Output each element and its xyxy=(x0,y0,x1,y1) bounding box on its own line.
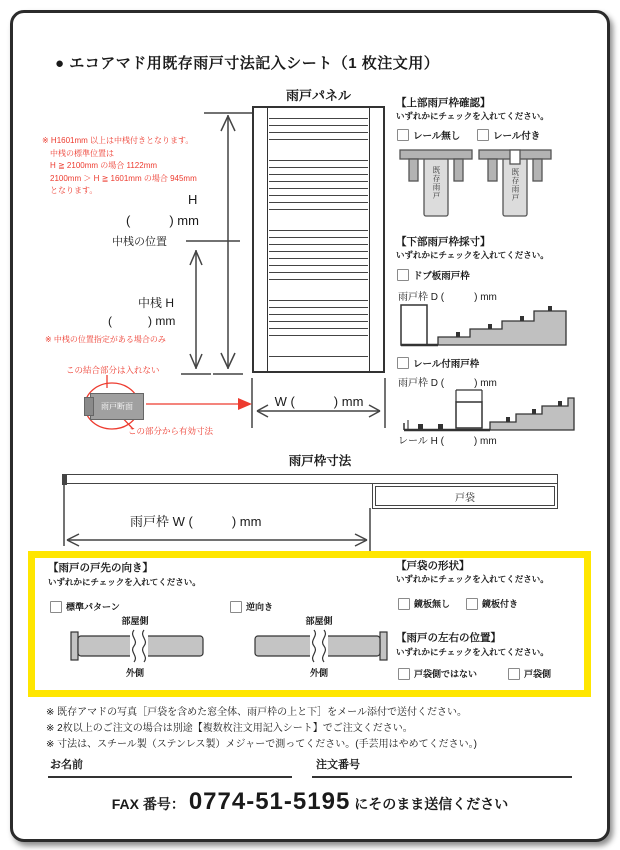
mid-rail-dimension-arrow xyxy=(181,241,240,374)
door-position-title: 【雨戸の左右の位置】 xyxy=(396,632,501,644)
slat-gap xyxy=(269,146,368,155)
checkbox-no-mirror-panel[interactable] xyxy=(398,598,410,610)
fax-number: 0774-51-5195 xyxy=(188,788,351,815)
note-line: となります。 xyxy=(50,186,98,195)
mid-rail-h-label: 中桟 H xyxy=(138,296,175,310)
door-direction-title: 【雨戸の戸先の向き】 xyxy=(48,562,153,574)
h-label: H xyxy=(188,192,198,207)
checkbox-rail-frame[interactable] xyxy=(397,357,409,369)
outside-label: 外側 xyxy=(309,668,328,678)
tobukuro-label: 戸袋 xyxy=(455,493,475,504)
rail-frame-label: レール付雨戸枠 xyxy=(413,359,480,370)
gutter-frame-label: ドブ板雨戸枠 xyxy=(413,271,470,282)
page-title: ● エコアマド用既存雨戸寸法記入シート（1 枚注文用） xyxy=(55,55,440,72)
lower-frame-instruction: いずれかにチェックを入れてください。 xyxy=(396,250,549,260)
no-rail-label: レール無し xyxy=(413,131,461,142)
mid-rail-value-blank: ( ) mm xyxy=(108,314,176,328)
note-line: ※ H1601mm 以上は中桟付きとなります。 xyxy=(42,136,194,145)
note-multiple: ※ 2枚以上のご注文の場合は別途【複数枚注文用記入シート】でご注文ください。 xyxy=(46,723,413,734)
checkbox-with-rail[interactable] xyxy=(477,129,489,141)
room-side-label: 部屋側 xyxy=(305,616,333,626)
checkbox-gutter-frame[interactable] xyxy=(397,269,409,281)
tobukuro-box xyxy=(372,483,558,509)
checkbox-with-mirror-panel[interactable] xyxy=(466,598,478,610)
existing-shutter-label: 既存雨戸 xyxy=(511,168,520,202)
tobukuro-shape-instruction: いずれかにチェックを入れてください。 xyxy=(396,574,549,584)
name-label: お名前 xyxy=(50,759,83,771)
fax-suffix: にそのまま送信ください xyxy=(354,796,509,812)
mid-rail-note-block xyxy=(42,135,257,198)
joint-note: この結合部分は入れない xyxy=(66,365,160,375)
fax-instruction-row xyxy=(0,788,620,816)
rail-h-blank: レール H ( ) mm xyxy=(398,436,497,447)
no-rail-channel-diagram xyxy=(398,144,474,224)
tobukuro-side-label: 戸袋側 xyxy=(524,669,552,679)
panel-right-stile xyxy=(369,108,383,371)
standard-bar-diagram xyxy=(70,628,206,664)
panel-diagram-title: 雨戸パネル xyxy=(285,88,351,103)
checkbox-not-tobukuro-side[interactable] xyxy=(398,668,410,680)
frame-d1-blank: 雨戸枠 D ( ) mm xyxy=(398,292,497,303)
with-mirror-panel-label: 鏡板付き xyxy=(482,599,519,609)
with-rail-label: レール付き xyxy=(493,131,541,142)
lower-frame-title: 【下部雨戸枠採寸】 xyxy=(396,236,491,248)
checkbox-no-rail[interactable] xyxy=(397,129,409,141)
note-line: 2100mm ＞ H ≧ 1601mm の場合 945mm xyxy=(50,173,197,183)
cross-section-joint-tab xyxy=(84,397,94,416)
mid-rail-only-note: ※ 中桟の位置指定がある場合のみ xyxy=(45,335,166,344)
reverse-bar-diagram xyxy=(252,628,388,664)
slat-gap xyxy=(269,286,368,295)
h-value-blank: ( ) mm xyxy=(126,213,199,228)
checkbox-reverse[interactable] xyxy=(230,601,242,613)
frame-dim-title: 雨戸枠寸法 xyxy=(288,454,352,468)
order-number-label: 注文番号 xyxy=(316,759,360,771)
cross-section-box xyxy=(90,393,144,420)
outside-label: 外側 xyxy=(125,668,144,678)
note-measure: ※ 寸法は、スチール製（ステンレス製）メジャーで測ってください。(手芸用はやめてください。) xyxy=(46,739,477,750)
upper-frame-instruction: いずれかにチェックを入れてください。 xyxy=(396,111,549,121)
door-direction-instruction: いずれかにチェックを入れてください。 xyxy=(48,577,201,587)
upper-frame-title: 【上部雨戸枠確認】 xyxy=(396,97,491,109)
name-field[interactable] xyxy=(48,756,292,778)
cross-section-label: 雨戸断面 xyxy=(101,402,133,411)
door-position-instruction: いずれかにチェックを入れてください。 xyxy=(396,647,549,657)
fax-prefix: FAX 番号： xyxy=(111,796,185,812)
panel-slats xyxy=(269,118,368,361)
checkbox-standard-pattern[interactable] xyxy=(50,601,62,613)
shutter-panel-diagram xyxy=(252,106,385,373)
existing-shutter-label: 既存雨戸 xyxy=(432,166,441,200)
note-photo: ※ 既存アマドの写真［戸袋を含めた窓全体、雨戸枠の上と下］をメール添付で送付ください。 xyxy=(46,707,467,718)
rail-step-diagram xyxy=(398,386,576,436)
checkbox-tobukuro-side[interactable] xyxy=(508,668,520,680)
frame-top-bar-end xyxy=(62,474,67,485)
not-tobukuro-side-label: 戸袋側ではない xyxy=(414,669,478,679)
w-value-blank: W ( ) mm xyxy=(274,394,364,409)
frame-d2-blank: 雨戸枠 D ( ) mm xyxy=(398,378,497,389)
note-line: H ≧ 2100mm の場合 1122mm xyxy=(50,161,158,170)
note-line: 中桟の標準位置は xyxy=(50,148,114,158)
with-rail-channel-diagram xyxy=(477,144,553,224)
order-number-field[interactable] xyxy=(312,756,572,778)
standard-pattern-label: 標準パターン xyxy=(66,602,120,612)
slat-gap xyxy=(269,210,368,225)
room-side-label: 部屋側 xyxy=(121,616,149,626)
frame-w-blank: 雨戸枠 W ( ) mm xyxy=(130,514,262,529)
tobukuro-shape-title: 【戸袋の形状】 xyxy=(396,560,470,572)
gutter-step-diagram xyxy=(398,301,570,351)
effective-dimension-note: この部分から有効寸法 xyxy=(128,426,214,436)
no-mirror-panel-label: 鏡板無し xyxy=(414,599,451,609)
reverse-label: 逆向き xyxy=(246,602,274,612)
mid-rail-position-label: 中桟の位置 xyxy=(112,236,167,248)
slat-gap xyxy=(269,340,368,351)
